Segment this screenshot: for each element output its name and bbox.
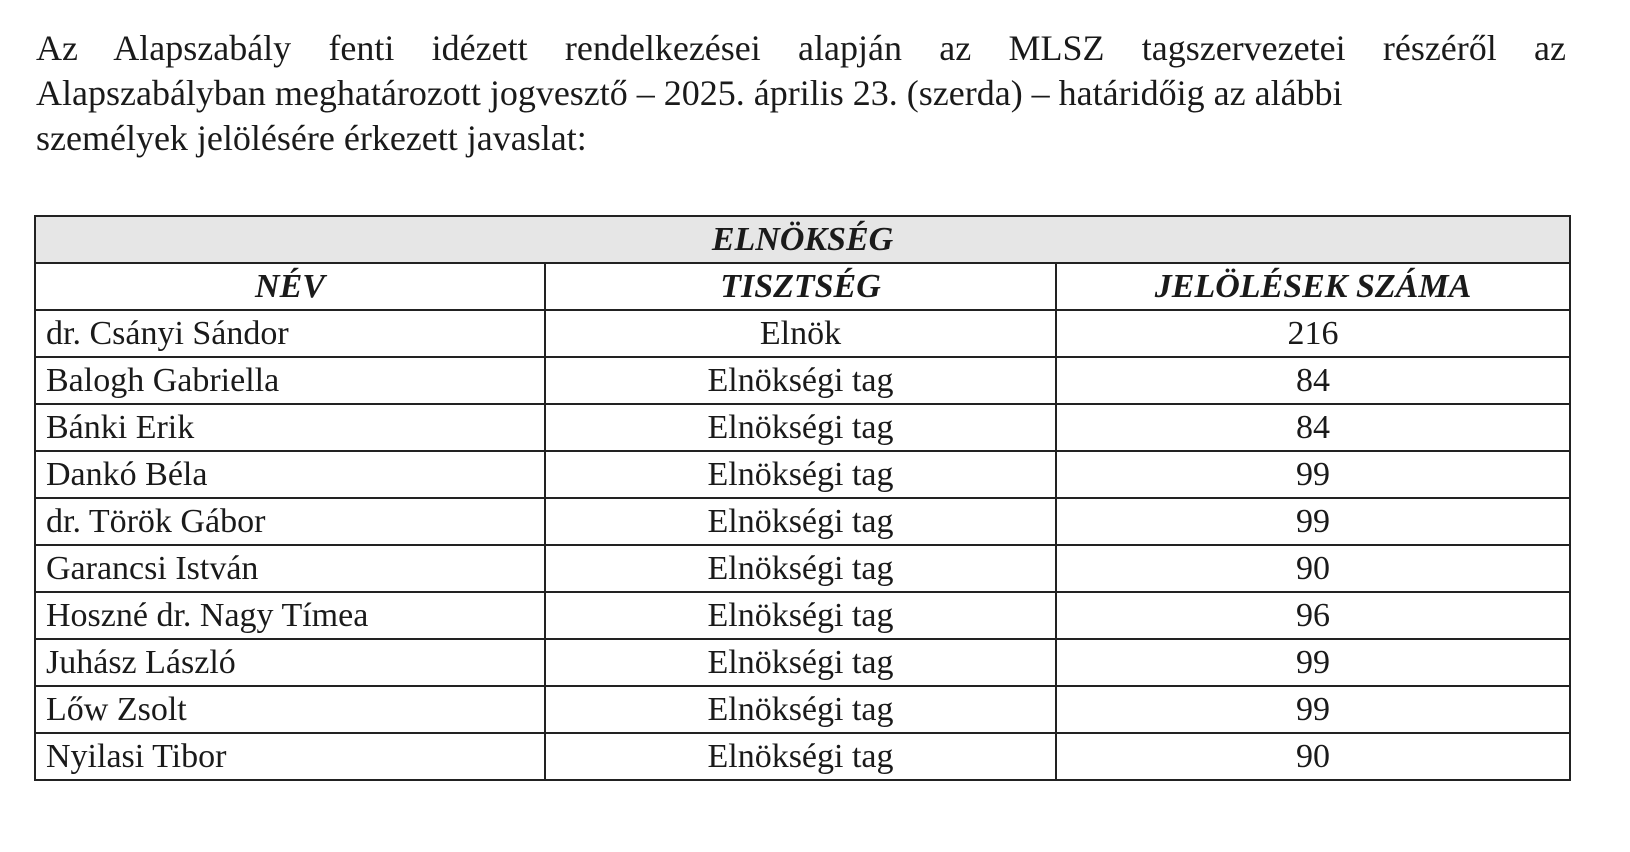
cell-role: Elnökségi tag bbox=[545, 592, 1056, 639]
cell-role: Elnökségi tag bbox=[545, 357, 1056, 404]
cell-name: Balogh Gabriella bbox=[35, 357, 545, 404]
table-caption: ELNÖKSÉG bbox=[35, 216, 1570, 263]
cell-role: Elnökségi tag bbox=[545, 733, 1056, 780]
cell-role: Elnökségi tag bbox=[545, 686, 1056, 733]
table-row bbox=[35, 733, 1570, 780]
cell-count: 90 bbox=[1056, 545, 1570, 592]
cell-count: 96 bbox=[1056, 592, 1570, 639]
table-row bbox=[35, 545, 1570, 592]
cell-name: Juhász László bbox=[35, 639, 545, 686]
cell-role: Elnök bbox=[545, 310, 1056, 357]
intro-paragraph bbox=[36, 26, 1566, 161]
intro-line-1: Az Alapszabály fenti idézett rendelkezései alapján az MLSZ tagszervezetei részéről az bbox=[36, 28, 1566, 68]
cell-name: Nyilasi Tibor bbox=[35, 733, 545, 780]
column-header-name: NÉV bbox=[35, 263, 545, 310]
table-row bbox=[35, 686, 1570, 733]
column-header-count: JELÖLÉSEK SZÁMA bbox=[1056, 263, 1570, 310]
cell-count: 99 bbox=[1056, 686, 1570, 733]
cell-count: 84 bbox=[1056, 357, 1570, 404]
cell-count: 90 bbox=[1056, 733, 1570, 780]
cell-role: Elnökségi tag bbox=[545, 545, 1056, 592]
cell-role: Elnökségi tag bbox=[545, 451, 1056, 498]
intro-line-3: személyek jelölésére érkezett javaslat: bbox=[36, 118, 587, 158]
nominations-table bbox=[34, 215, 1571, 781]
table-row bbox=[35, 592, 1570, 639]
table-row bbox=[35, 451, 1570, 498]
table-row bbox=[35, 404, 1570, 451]
column-header-role: TISZTSÉG bbox=[545, 263, 1056, 310]
cell-role: Elnökségi tag bbox=[545, 404, 1056, 451]
cell-name: Garancsi István bbox=[35, 545, 545, 592]
cell-role: Elnökségi tag bbox=[545, 639, 1056, 686]
cell-name: Lőw Zsolt bbox=[35, 686, 545, 733]
table-row bbox=[35, 310, 1570, 357]
intro-line-2: Alapszabályban meghatározott jogvesztő – 2025. április 23. (szerda) – határidőig az alábbi bbox=[36, 73, 1343, 113]
cell-name: dr. Török Gábor bbox=[35, 498, 545, 545]
table-row bbox=[35, 357, 1570, 404]
cell-count: 99 bbox=[1056, 451, 1570, 498]
table-row bbox=[35, 498, 1570, 545]
cell-name: dr. Csányi Sándor bbox=[35, 310, 545, 357]
table-row bbox=[35, 639, 1570, 686]
cell-role: Elnökségi tag bbox=[545, 498, 1056, 545]
cell-name: Dankó Béla bbox=[35, 451, 545, 498]
cell-name: Hoszné dr. Nagy Tímea bbox=[35, 592, 545, 639]
cell-count: 84 bbox=[1056, 404, 1570, 451]
cell-name: Bánki Erik bbox=[35, 404, 545, 451]
cell-count: 216 bbox=[1056, 310, 1570, 357]
table-caption-row bbox=[35, 216, 1570, 263]
table-header-row bbox=[35, 263, 1570, 310]
cell-count: 99 bbox=[1056, 498, 1570, 545]
cell-count: 99 bbox=[1056, 639, 1570, 686]
